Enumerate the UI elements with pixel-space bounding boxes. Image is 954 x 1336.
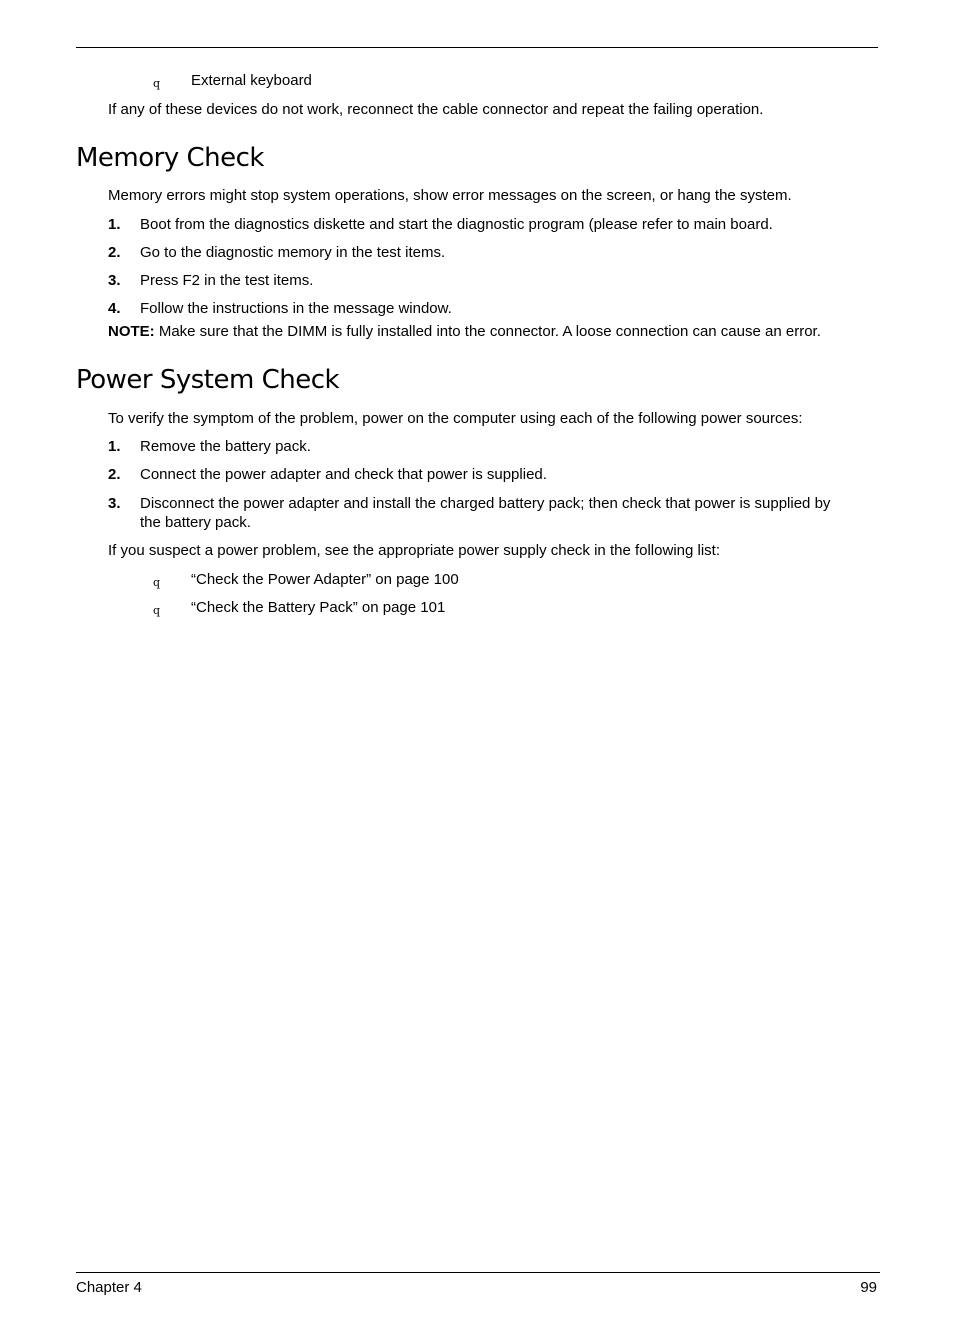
memory-check-intro: Memory errors might stop system operations, show error messages on the screen, or hang the system.: [108, 187, 792, 204]
bullet-marker: q: [153, 576, 161, 589]
step-text-line1: Disconnect the power adapter and install the charged battery pack; then check that power is supplied by: [140, 495, 831, 512]
cross-reference-link[interactable]: “Check the Battery Pack” on page 101: [191, 599, 446, 616]
step-text-line2: the battery pack.: [140, 514, 251, 531]
step-text: Connect the power adapter and check that power is supplied.: [140, 466, 547, 483]
bullet-marker: q: [153, 604, 161, 617]
step-number: 4.: [108, 300, 121, 317]
bullet-marker: q: [153, 77, 161, 90]
footer-chapter: Chapter 4: [76, 1279, 142, 1296]
step-number: 2.: [108, 244, 121, 261]
cross-reference-link[interactable]: “Check the Power Adapter” on page 100: [191, 571, 459, 588]
step-text: Remove the battery pack.: [140, 438, 311, 455]
note-text: Make sure that the DIMM is fully installed into the connector. A loose connection can cause an error.: [154, 323, 821, 340]
step-number: 1.: [108, 216, 121, 233]
power-check-heading: Power System Check: [76, 365, 340, 395]
footer-rule: [76, 1272, 880, 1273]
step-text: Press F2 in the test items.: [140, 272, 314, 289]
step-number: 3.: [108, 272, 121, 289]
memory-check-heading: Memory Check: [76, 143, 264, 173]
power-check-intro: To verify the symptom of the problem, power on the computer using each of the following power sources:: [108, 410, 803, 427]
note-label: NOTE:: [108, 323, 155, 340]
suspect-paragraph: If you suspect a power problem, see the appropriate power supply check in the following list:: [108, 542, 720, 559]
step-text: Follow the instructions in the message window.: [140, 300, 452, 317]
step-number: 3.: [108, 495, 121, 512]
note: [108, 323, 821, 340]
header-rule: [76, 47, 878, 48]
step-number: 2.: [108, 466, 121, 483]
step-number: 1.: [108, 438, 121, 455]
intro-paragraph: If any of these devices do not work, reconnect the cable connector and repeat the failing operation.: [108, 101, 764, 118]
footer-page-number: 99: [860, 1279, 877, 1296]
bullet-text: External keyboard: [191, 72, 312, 89]
step-text: Go to the diagnostic memory in the test items.: [140, 244, 446, 261]
step-text: Boot from the diagnostics diskette and start the diagnostic program (please refer to main board.: [140, 216, 773, 233]
